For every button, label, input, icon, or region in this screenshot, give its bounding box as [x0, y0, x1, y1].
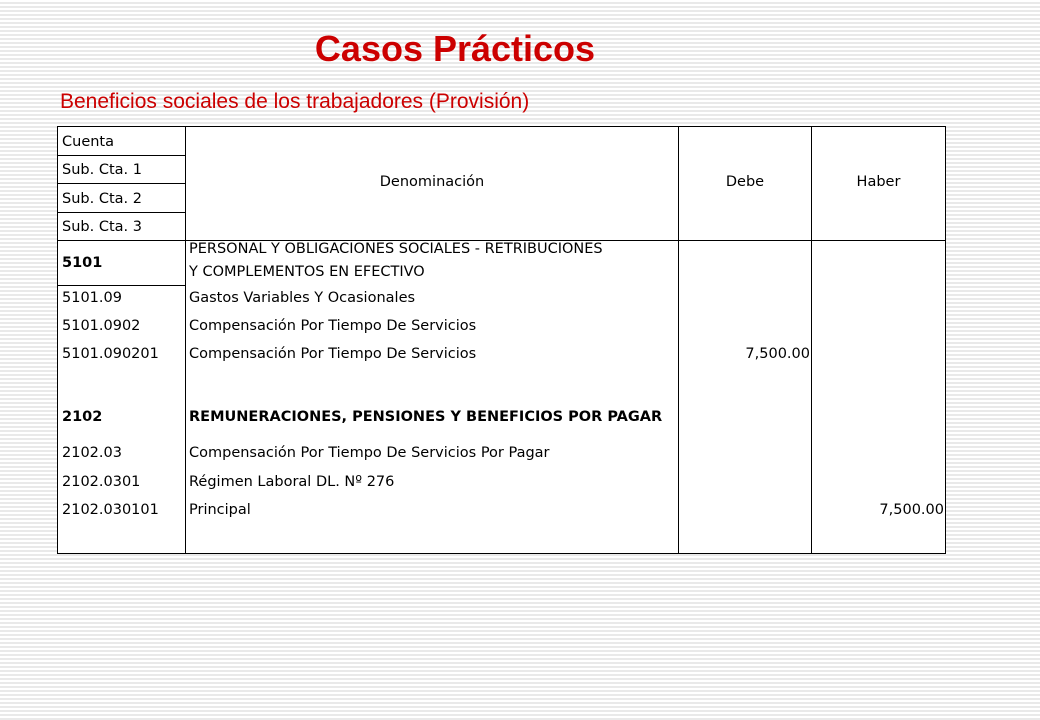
header-cuenta: Cuenta	[62, 134, 114, 150]
table-row-denominacion: Compensación Por Tiempo De Servicios	[189, 318, 477, 334]
header-sub-cta-1: Sub. Cta. 1	[62, 162, 142, 178]
header-debe: Debe	[725, 174, 765, 190]
table-row-denominacion: Gastos Variables Y Ocasionales	[189, 290, 416, 306]
row-divider	[58, 285, 185, 286]
table-row-denominacion: Régimen Laboral DL. Nº 276	[189, 474, 395, 490]
header-divider-1	[58, 155, 185, 156]
table-row-cuenta: 5101.090201	[62, 346, 159, 362]
page-subtitle: Beneficios sociales de los trabajadores (Provisión)	[60, 90, 530, 113]
table-row-cuenta: 2102.030101	[62, 502, 159, 518]
table-row-denominacion: REMUNERACIONES, PENSIONES Y BENEFICIOS POR PAGAR	[189, 409, 663, 425]
table-row-denominacion: PERSONAL Y OBLIGACIONES SOCIALES - RETRIBUCIONES	[189, 241, 603, 257]
header-denominacion: Denominación	[379, 174, 485, 190]
header-haber: Haber	[856, 174, 901, 190]
table-row-denominacion-cont: Y COMPLEMENTOS EN EFECTIVO	[189, 264, 425, 280]
header-divider-2	[58, 183, 185, 184]
journal-entry-table	[57, 126, 946, 554]
header-divider-3	[58, 212, 185, 213]
page-title: Casos Prácticos	[314, 28, 596, 69]
header-sub-cta-2: Sub. Cta. 2	[62, 191, 142, 207]
table-row-cuenta: 2102	[62, 409, 103, 425]
header-sub-cta-3: Sub. Cta. 3	[62, 219, 142, 235]
table-row-haber: 7,500.00	[879, 502, 944, 518]
table-row-cuenta: 2102.03	[62, 445, 122, 461]
table-row-cuenta: 5101.09	[62, 290, 122, 306]
table-row-denominacion: Compensación Por Tiempo De Servicios Por Pagar	[189, 445, 550, 461]
table-row-denominacion: Compensación Por Tiempo De Servicios	[189, 346, 477, 362]
table-row-denominacion: Principal	[189, 502, 251, 518]
table-row-debe: 7,500.00	[745, 346, 810, 362]
table-row-cuenta: 2102.0301	[62, 474, 141, 490]
table-row-cuenta: 5101	[62, 255, 103, 271]
table-row-cuenta: 5101.0902	[62, 318, 141, 334]
